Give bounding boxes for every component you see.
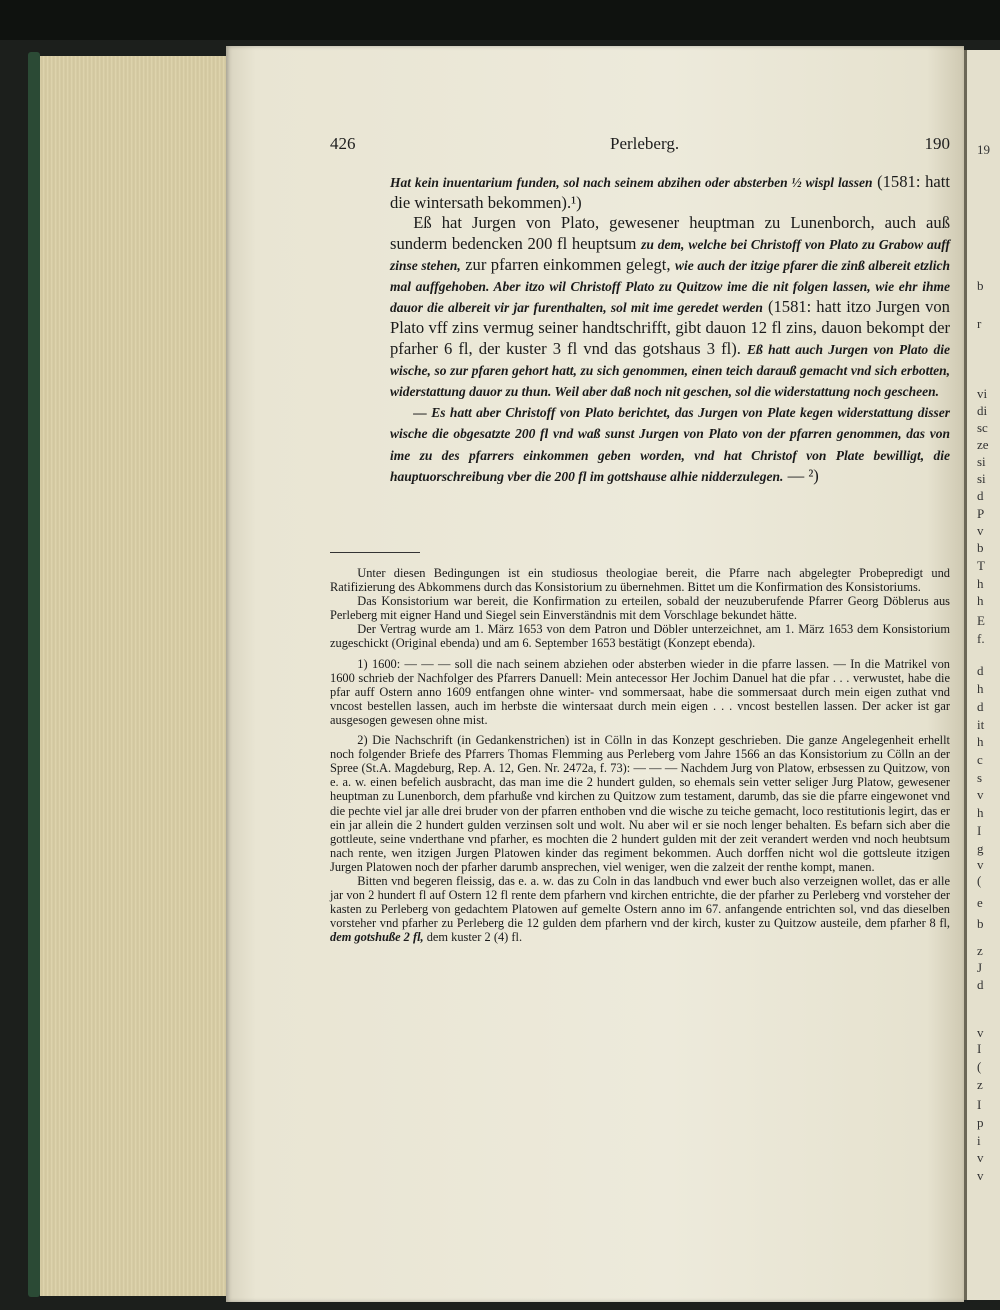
facing-page-fragment: v [977, 1025, 984, 1040]
facing-page-fragment: E [977, 613, 985, 628]
facing-page-fragment: p [977, 1115, 984, 1130]
facing-page-fragment: h [977, 593, 984, 608]
facing-page-fragment: si [977, 471, 986, 486]
roman-span: dem kuster 2 (4) fl. [423, 930, 523, 945]
main-text [390, 172, 950, 487]
facing-page-fragment: h [977, 576, 984, 591]
roman-span: Eß hat Jurgen von Plato, gewesener heuptman zu Lunenborch, auch auß sunderm bedencken 200 fl heuptsum [390, 213, 950, 253]
folio-number: 190 [924, 134, 950, 153]
facing-page [964, 50, 1000, 1300]
facing-page-fragment: I [977, 1041, 982, 1056]
facing-page-fragment: di [977, 403, 988, 418]
facing-page-fragment: s [977, 770, 983, 785]
facing-page-fragment: I [977, 1097, 982, 1112]
facing-page-fragment: f. [977, 631, 985, 646]
italic-span: wie auch der itzige pfarer die zinß albereit etzlich mal auffgehoben. Aber itzo wil Christoff Plato zu Quitzow ime die nit folgen lassen, wie ehr ihme dauor die albereit vir jar furenthalten, sol mit ime geredet werden [390, 257, 950, 316]
main-paragraph-1 [390, 172, 950, 213]
facing-page-fragment: ( [977, 873, 982, 888]
facing-page-fragment: r [977, 316, 982, 331]
background-dark [0, 0, 1000, 40]
facing-page-fragment: ze [977, 437, 989, 452]
footnote-rule [330, 552, 420, 553]
facing-page-fragment: i [977, 1133, 981, 1148]
footnote-2-continuation [330, 874, 950, 944]
facing-page-fragment: P [977, 506, 985, 521]
roman-span: (1581: hatt die wintersath bekommen).¹) [390, 172, 950, 213]
facing-page-fragment: d [977, 699, 984, 714]
facing-page-fragment: d [977, 488, 984, 503]
facing-page-fragment: vi [977, 386, 988, 401]
facing-page-fragment: h [977, 681, 984, 696]
facing-page-fragment: h [977, 734, 984, 749]
facing-page-fragment: si [977, 454, 986, 469]
main-paragraph-2 [390, 213, 950, 402]
running-title: Perleberg. [610, 134, 680, 153]
page-number: 426 [330, 134, 356, 153]
facing-page-fragment: I [977, 823, 982, 838]
italic-span: — Es hatt aber Christoff von Plato berichtet, das Jurgen von Plate kegen widerstattung disser wische die obgesatzte 200 fl vnd waß sunst Jurgen von Plato von der pfarren genommen, das von ime zu des pfarrers einkommen geben worden, vnd hat Christof von Plate bewilligt, die hauptuorschreibung vber die 200 fl im gottshause alhie nidderzulegen. [390, 405, 950, 484]
facing-page-fragment: h [977, 805, 984, 820]
roman-span: — ²) [783, 465, 819, 485]
facing-page-fragment: v [977, 787, 984, 802]
italic-span: zu dem, welche bei Christoff von Plato zu Grabow auff zinse stehen, [390, 236, 951, 273]
facing-page-fragment: e [977, 895, 983, 910]
italic-span: Hat kein inuentarium funden, sol nach seinem abzihen oder absterben ½ wispl lassen [390, 175, 873, 190]
facing-page-fragment: sc [977, 420, 988, 435]
facing-page-fragment: J [977, 960, 983, 975]
facing-page-fragment: d [977, 663, 984, 678]
facing-page-fragment: v [977, 1168, 984, 1183]
running-header [330, 134, 950, 158]
facing-page-fragment: v [977, 857, 984, 872]
main-paragraph-3 [390, 402, 950, 487]
facing-page-fragment: b [977, 540, 984, 555]
footnote-2: 2) Die Nachschrift (in Gedankenstrichen) ist in Cölln in das Konzept geschrieben. Die ganze Angelegenheit erhellt noch folgender Briefe des Pfarrers Thomas Flemming aus Perleberg vom Jahre 1566 an das Konsistorium zu Cölln an der Spree (St.A. Magdeburg, Rep. A. 12, Gen. Nr. 2472a, f. 73): — — — Nachdem Jurg von Platow, erbsessen zu Quitzow, von e. a. w. einen befelich ausbracht, das man ime die 2 hundert gulden, so ehemals sein vetter seliger Jurg Platow, gewesener heuptman zu Lunenborch, dem pfarhuße vnd kirchen zu Quitzow zum testament, darumb, das sie die pfarre eingewonet vnd die pechte viel jar alle drei bruder von der pfarren enthoben vnd die wische zu teiche gemacht, loco restitutionis legirt, das er ein jar allein die 2 hundert gulden verzinsen solt und wolt. Nu aber wil er sie noch lenger behalten. Es befarn sich aber die gottleute, seine vnderthane vnd pfarher, es mochten die 2 hundert gulden mit der zeit verandert werden vnd noch heubtsum nach rente, wen itzigen Jurgen Platowen kinder das regiment bekommen. Auch dorffen nicht wol die gottsleute itzigen Jurgen Platowen noch der pfarher darumb ansprechen, viel weniger, wen die zalzeit der renthe kompt, manen. [330, 733, 950, 874]
note-paragraph-1: Unter diesen Bedingungen ist ein studiosus theologiae bereit, die Pfarre nach abgelegter Probepredigt und Ratifizierung des Abkommens durch das Konsistorium zu übernehmen. Bittet um die Konfirmation des Konsistoriums. [330, 566, 950, 595]
book-cover-edge [28, 52, 40, 1297]
page-block-edges [40, 56, 228, 1296]
italic-span: dem gotshuße 2 fl, [330, 930, 424, 945]
facing-page-fragment: ( [977, 1059, 982, 1074]
note-paragraph-2: Das Konsistorium war bereit, die Konfirmation zu erteilen, sobald der neuzuberufende Pfarrer Georg Döblerus aus Perleberg mit eigner Hand und Siegel sein Einverständnis mit dem Vorschlage bekundet hätte. [330, 594, 950, 623]
roman-span: (1581: hatt itzo Jurgen von Plato vff zins vermug seiner handtschrifft, gibt dauon 12 fl zins, dauon bekompt der pfarher 6 fl, der kuster 3 fl vnd das gotshaus 3 fl). [390, 297, 950, 358]
facing-page-fragment: b [977, 278, 984, 293]
facing-page-fragment: z [977, 1077, 983, 1092]
notes-block [330, 566, 950, 944]
footnote-1: 1) 1600: — — — soll die nach seinem abziehen oder absterben wieder in die pfarre lassen. — In die Matrikel von 1600 schrieb der Nachfolger des Pfarrers Danuell: Mein antecessor Her Jochim Danuel hat die pfar . . . verwustet, habe die pfar auff Ostern anno 1609 entfangen ohne winter- vnd sommersaat, habe die sommersaat durch mein eigen zuthat vnd vncost bestellen lassen, auch im herbste die wintersaat durch mein eigen . . . vncost bestellen lassen. Der acker ist gar ausgesogen gewesen ohne mist. [330, 656, 950, 727]
roman-span: Bitten vnd begeren fleissig, das e. a. w. das zu Coln in das landbuch vnd ewer buch also verzeignen wollet, das er alle jar von 2 hundert fl auf Ostern 12 fl rente dem pfarhern vnd kirchen entrichte, die der pfarher zu Perleberg vnd vorsteher der kasten zu Perleberg von gedachtem Platowen auf gemelte Ostern anno im 67. anfangende entrichten sol, vnd das dieselben vorsteher vnd pfarher zu Perleberg die 12 gulden dem pfarhern vnd der kirch, kuster zu Quitzow austeile, dem pfarher 8 fl, [330, 873, 950, 931]
facing-page-fragment: v [977, 1150, 984, 1165]
note-paragraph-3: Der Vertrag wurde am 1. März 1653 von dem Patron und Döbler unterzeichnet, am 1. März 1653 dem Konsistorium zugeschickt (Original ebenda) und am 6. September 1653 bestätigt (Konzept ebenda). [330, 622, 950, 651]
facing-page-fragment: T [977, 558, 985, 573]
facing-page-fragment: 19 [977, 142, 990, 157]
facing-page-fragment: g [977, 841, 984, 856]
facing-page-fragment: v [977, 523, 984, 538]
facing-page-fragment: b [977, 916, 984, 931]
facing-page-fragment: c [977, 752, 983, 767]
facing-page-fragment: d [977, 977, 984, 992]
facing-page-fragment: it [977, 717, 985, 732]
facing-page-fragment: z [977, 943, 983, 958]
roman-span: zur pfarren einkommen gelegt, [460, 254, 675, 274]
italic-span: Eß hatt auch Jurgen von Plato die wische, so zur pfaren gehort hatt, zu sich genommen, einen teich darauß gemacht vnd sich erbotten, widerstattung dauor zu thun. Weil aber daß noch nit geschen, sol die widerstattung noch gescheen. [390, 341, 950, 400]
